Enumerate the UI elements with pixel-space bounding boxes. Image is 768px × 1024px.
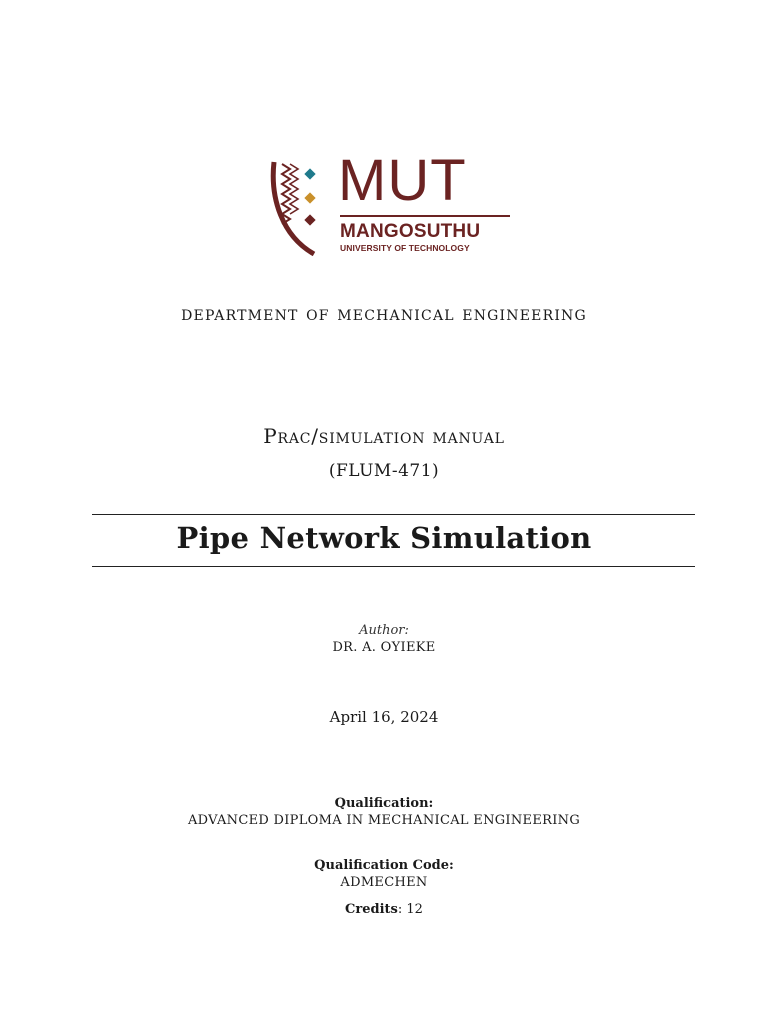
title-bottom-rule — [92, 566, 695, 567]
logo-wordmark: MUT — [338, 148, 467, 213]
credits-value: 12 — [406, 902, 423, 917]
author-name: DR. A. OYIEKE — [332, 640, 436, 655]
credits-separator: : — [397, 902, 407, 917]
credits-line — [0, 902, 768, 917]
author-label: Author: — [359, 623, 409, 638]
logo-emblem-icon — [268, 158, 330, 258]
document-title: Pipe Network Simulation — [176, 521, 592, 555]
title-top-rule — [92, 514, 695, 515]
manual-label: Prac/simulation manual — [263, 424, 505, 448]
course-code: (FLUM-471) — [328, 461, 440, 481]
document-date: April 16, 2024 — [329, 708, 439, 726]
credits-label: Credits — [345, 902, 398, 917]
qualification-code-label: Qualification Code: — [314, 858, 454, 873]
qualification-value: ADVANCED DIPLOMA IN MECHANICAL ENGINEERING — [187, 813, 581, 828]
logo-university-name: MANGOSUTHU — [340, 221, 481, 242]
university-logo — [268, 148, 518, 258]
logo-divider — [340, 215, 510, 217]
logo-university-subtitle: UNIVERSITY OF TECHNOLOGY — [340, 243, 470, 253]
qualification-code-value: ADMECHEN — [340, 875, 428, 890]
qualification-label: Qualification: — [334, 796, 434, 811]
department-heading: department of mechanical engineering — [181, 301, 587, 325]
